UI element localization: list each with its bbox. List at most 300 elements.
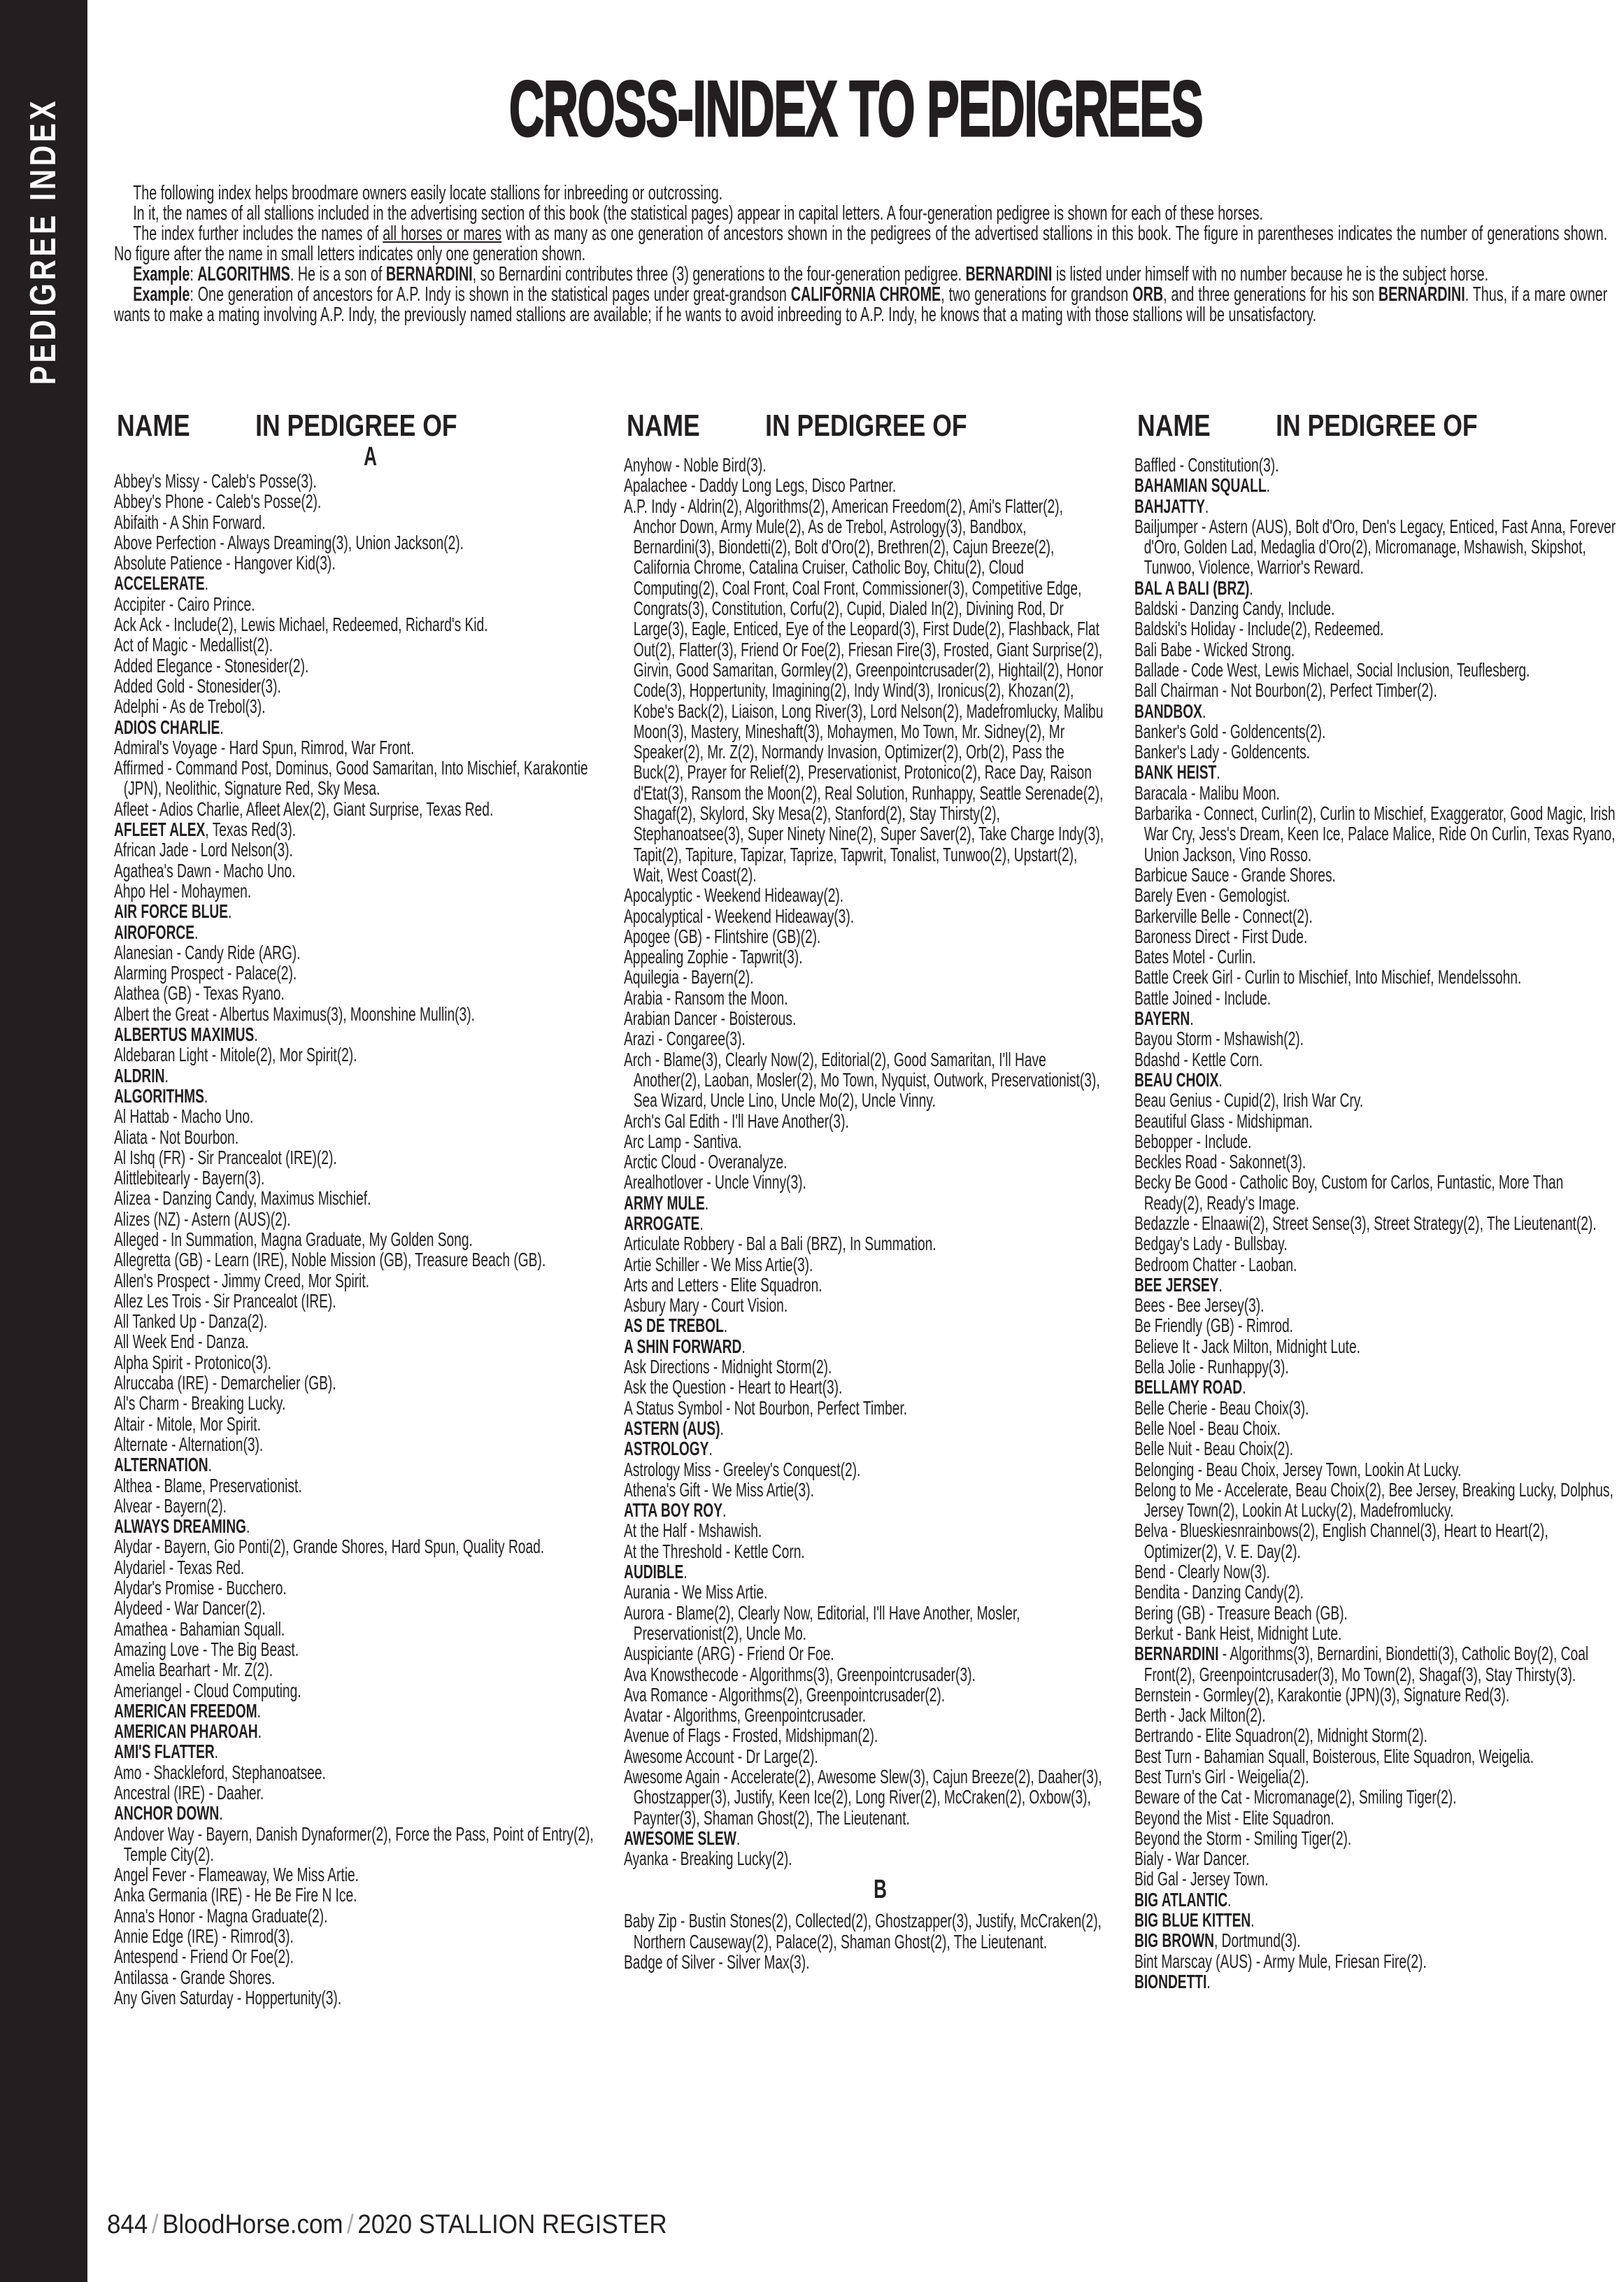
pedigree-references: - The Big Beast. xyxy=(199,1638,299,1660)
pedigree-references: - Bank Heist, Midnight Lute. xyxy=(1173,1622,1342,1644)
horse-name: Arch xyxy=(624,1048,652,1070)
pedigree-references: . xyxy=(254,1023,258,1046)
horse-name: Ball Chairman xyxy=(1134,679,1219,702)
pedigree-references: , Dortmund(3). xyxy=(1214,1929,1301,1952)
index-entry xyxy=(624,1111,1108,1131)
pedigree-references: - Micromanage(2), Smiling Tiger(2). xyxy=(1241,1786,1457,1808)
pedigree-references: - Army Mule, Friesan Fire(2). xyxy=(1252,1950,1427,1972)
horse-name: Added Gold xyxy=(114,674,185,697)
pedigree-references: - Algorithms(2), Greenpointcrusader(2). xyxy=(708,1683,946,1706)
index-entry xyxy=(1134,1398,1618,1418)
index-entry xyxy=(114,1701,598,1721)
index-entry xyxy=(114,696,598,716)
index-entry xyxy=(114,532,598,553)
index-entry xyxy=(1134,1869,1618,1889)
stallion-name: AUDIBLE xyxy=(624,1561,684,1583)
pedigree-references: . xyxy=(204,572,208,595)
index-entry xyxy=(114,1536,598,1557)
index-entry xyxy=(1134,1685,1618,1705)
index-entry xyxy=(624,1725,1108,1745)
pedigree-references: - Bullsbay. xyxy=(1222,1233,1288,1255)
index-entry xyxy=(1134,1336,1618,1356)
index-entry xyxy=(114,1414,598,1434)
pedigree-references: - Mitole, Mor Spirit. xyxy=(144,1412,261,1435)
horse-name: Abbey's Phone xyxy=(114,490,204,513)
stallion-name: ARMY MULE xyxy=(624,1191,705,1214)
index-entry xyxy=(1134,618,1618,639)
index-entry xyxy=(1134,1233,1618,1254)
index-entry xyxy=(114,1291,598,1311)
horse-name: Belle Noel xyxy=(1134,1417,1196,1439)
pedigree-references: - Bayern, Gio Ponti(2), Grande Shores, Hard Spun, Quality Road. xyxy=(152,1536,545,1558)
horse-name: Alleged xyxy=(114,1228,159,1250)
horse-name: Beau Genius xyxy=(1134,1089,1212,1112)
index-entry xyxy=(1134,660,1618,680)
pedigree-references: - Include(2), Lewis Michael, Redeemed, Richard's Kid. xyxy=(162,614,488,636)
entry-list xyxy=(624,455,1108,1869)
horse-name: Amelia Bearhart xyxy=(114,1659,211,1681)
pedigree-references: . xyxy=(683,1561,688,1583)
header-in-pedigree-of: IN PEDIGREE OF xyxy=(255,409,457,443)
footer-separator: / xyxy=(151,2210,159,2239)
index-entry xyxy=(114,491,598,511)
pedigree-references: - Grande Shores. xyxy=(1229,863,1336,886)
index-entry xyxy=(1134,1971,1618,1992)
index-entry xyxy=(114,1270,598,1291)
stallion-name: ALTERNATION xyxy=(114,1454,208,1476)
index-entry xyxy=(1134,1459,1618,1480)
index-entry xyxy=(114,1557,598,1578)
stallion-name: ALGORITHMS xyxy=(114,1084,204,1107)
pedigree-references: - Shackleford, Stephanoatsee. xyxy=(141,1761,326,1783)
page-number: 844 xyxy=(107,2210,148,2239)
pedigree-references: - Curlin to Mischief, Into Mischief, Mendelssohn. xyxy=(1232,966,1522,988)
horse-name: Ask Directions xyxy=(624,1356,710,1378)
index-entry xyxy=(114,1188,598,1208)
pedigree-references: - Elite Squadron(2), Midnight Storm(2). xyxy=(1193,1724,1427,1747)
pedigree-references: - Stonesider(2). xyxy=(212,654,309,676)
horse-name: Arealhotlover xyxy=(624,1171,704,1193)
index-entry xyxy=(1134,803,1618,865)
footer-publication: 2020 STALLION REGISTER xyxy=(357,2210,667,2239)
pedigree-references: . xyxy=(1202,700,1206,722)
pedigree-references: - Jack Milton(2). xyxy=(1166,1704,1266,1727)
index-entry xyxy=(114,1516,598,1536)
index-entry xyxy=(1134,1151,1618,1172)
horse-name: Alathea (GB) xyxy=(114,982,192,1005)
horse-name: Apocalyptical xyxy=(624,905,704,927)
horse-name: Alydar's Promise xyxy=(114,1577,215,1599)
pedigree-references: - Bayern(2). xyxy=(152,1494,227,1517)
side-tab-label: PEDIGREE INDEX xyxy=(23,97,64,385)
pedigree-references: - We Miss Artie. xyxy=(670,1581,768,1603)
horse-name: Angel Fever xyxy=(114,1864,187,1886)
horse-name: Belle Cherie xyxy=(1134,1396,1208,1419)
pedigree-references: . xyxy=(708,1438,713,1460)
index-entry xyxy=(624,1848,1108,1869)
horse-name: Baby Zip xyxy=(624,1910,677,1932)
horse-name: Best Turn xyxy=(1134,1745,1192,1767)
page-footer xyxy=(107,2211,667,2239)
pedigree-references: - Catholic Boy, Custom for Carlos, Funtastic, More Than Ready(2), Ready's Image. xyxy=(1144,1171,1564,1214)
index-entry xyxy=(624,1008,1108,1028)
pedigree-references: - Beau Choix, Jersey Town, Lookin At Lucky. xyxy=(1194,1458,1462,1480)
horse-name: Belva xyxy=(1134,1519,1168,1542)
pedigree-references: - Accelerate(2), Awesome Slew(3), Cajun Breeze(2), Daaher(3), Ghostzapper(3), Justify, Keen Ice(2), Long River(2), McCraken(2), Oxbow(3), Paynter(3), Shaman Ghost(2), The Lieutenant. xyxy=(633,1766,1102,1829)
pedigree-references: - Connect, Curlin(2), Curlin to Mischief, Exaggerator, Good Magic, Irish War Cry, Jess's Dream, Keen Ice, Palace Malice, Ride On Curlin, Texas Ryano, Union Jackson, Vino Rosso. xyxy=(1144,802,1616,865)
index-entry xyxy=(1134,1028,1618,1049)
intro-text xyxy=(114,183,1607,325)
pedigree-references: - Congaree(3). xyxy=(654,1028,746,1050)
stallion-name: BAL A BALI (BRZ) xyxy=(1134,576,1250,599)
index-entry xyxy=(114,881,598,901)
stallion-name: AS DE TREBOL xyxy=(624,1314,724,1337)
index-entry xyxy=(1134,1520,1618,1561)
horse-name: Ahpo Hel xyxy=(114,879,169,902)
index-entry xyxy=(624,988,1108,1008)
index-entry xyxy=(114,1496,598,1516)
pedigree-references: - Tapwrit(3). xyxy=(728,946,803,968)
horse-name: Amazing Love xyxy=(114,1638,199,1660)
index-entry xyxy=(114,594,598,614)
index-entry xyxy=(1134,1930,1618,1950)
index-entry xyxy=(114,1680,598,1701)
index-entry xyxy=(1134,1356,1618,1377)
pedigree-references: - Sir Prancealot (IRE)(2). xyxy=(185,1146,337,1168)
horse-name: Antespend xyxy=(114,1946,178,1968)
intro-example-1: Example: ALGORITHMS. He is a son of BERNARDINI, so Bernardini contributes three (3) generations to the four-generation pedigree. BERNARDINI is listed under himself with no number because he is the subject horse. xyxy=(133,263,1489,285)
index-entry xyxy=(1134,1008,1618,1028)
pedigree-references: - Greeley's Conquest(2). xyxy=(711,1458,861,1480)
index-entry xyxy=(1134,1049,1618,1070)
pedigree-references: - Macho Uno. xyxy=(211,859,296,881)
stallion-name: ACCELERATE xyxy=(114,572,205,595)
stallion-name: ALDRIN xyxy=(114,1064,165,1086)
horse-name: Ask the Question xyxy=(624,1376,727,1398)
index-entry xyxy=(1134,639,1618,660)
pedigree-references: . xyxy=(1216,761,1220,784)
horse-name: Agathea's Dawn xyxy=(114,859,212,881)
index-entry xyxy=(1134,1808,1618,1828)
pedigree-references: - Command Post, Dominus, Good Samaritan, Into Mischief, Karakontie (JPN), Neolithic, Signature Red, Sky Mesa. xyxy=(123,757,588,800)
pedigree-references: . xyxy=(245,1515,250,1538)
index-entry xyxy=(114,1168,598,1188)
horse-name: Al Ishq (FR) xyxy=(114,1146,186,1168)
index-entry xyxy=(624,926,1108,947)
pedigree-references: . xyxy=(208,1454,212,1476)
horse-name: Bees xyxy=(1134,1294,1165,1317)
pedigree-references: - Demarchelier (GB). xyxy=(208,1372,336,1394)
pedigree-references: - Midnight Storm(2). xyxy=(709,1356,832,1378)
pedigree-references: - He Be Fire N Ice. xyxy=(242,1884,357,1906)
horse-name: Alpha Spirit xyxy=(114,1351,183,1373)
footer-separator: / xyxy=(347,2210,354,2239)
index-entry xyxy=(624,1911,1108,1952)
pedigree-references: - Runhappy(3). xyxy=(1195,1356,1289,1378)
horse-name: Battle Creek Girl xyxy=(1134,966,1233,988)
index-entry xyxy=(1134,1603,1618,1623)
pedigree-references: - Curlin. xyxy=(1205,946,1256,968)
entry-list-b xyxy=(624,1911,1108,1972)
index-entry xyxy=(1134,1910,1618,1930)
index-entry xyxy=(1134,1766,1618,1787)
pedigree-references: - Not Bourbon(2), Perfect Timber(2). xyxy=(1218,679,1437,702)
pedigree-references: - We Miss Artie(3). xyxy=(699,1253,813,1275)
horse-name: Arc Lamp xyxy=(624,1130,682,1152)
pedigree-references: - Palace(2). xyxy=(223,962,297,984)
intro-paragraph-1: The following index helps broodmare owners easily locate stallions for inbreeding or outcrossing. xyxy=(133,182,723,204)
pedigree-references: - Lord Nelson(3). xyxy=(188,839,293,861)
index-entry xyxy=(1134,721,1618,742)
pedigree-references: - Smiling Tiger(2). xyxy=(1241,1827,1352,1849)
pedigree-references: . xyxy=(194,921,199,943)
stallion-name: BIG BLUE KITTEN xyxy=(1134,1909,1251,1932)
pedigree-references: - As de Trebol(3). xyxy=(158,695,266,718)
pedigree-references: , Texas Red(3). xyxy=(205,818,297,841)
horse-name: All Tanked Up xyxy=(114,1310,197,1333)
pedigree-references: - Learn (IRE), Noble Mission (GB), Treasure Beach (GB). xyxy=(202,1249,546,1271)
index-entry xyxy=(1134,1090,1618,1110)
horse-name: Bebopper xyxy=(1134,1130,1193,1152)
index-entry xyxy=(1134,1213,1618,1233)
pedigree-references: - Constitution(3). xyxy=(1176,454,1279,476)
index-entry xyxy=(624,1254,1108,1275)
pedigree-references: . xyxy=(1190,1007,1194,1030)
stallion-name: ALBERTUS MAXIMUS xyxy=(114,1023,255,1046)
stallion-name: AMERICAN PHAROAH xyxy=(114,1720,258,1743)
index-entry xyxy=(624,1438,1108,1459)
index-entry xyxy=(624,1520,1108,1540)
pedigree-references: - Frosted, Midshipman(2). xyxy=(720,1724,878,1747)
index-entry xyxy=(114,1824,598,1865)
horse-name: Badge of Silver xyxy=(624,1951,715,1973)
stallion-name: BELLAMY ROAD xyxy=(1134,1376,1243,1398)
pedigree-references: - Texas Red. xyxy=(165,1556,245,1578)
pedigree-references: - Not Bourbon. xyxy=(147,1126,239,1148)
horse-name: Adelphi xyxy=(114,695,159,718)
index-entry xyxy=(624,1603,1108,1644)
entry-list xyxy=(1134,455,1618,1992)
pedigree-references: - Beau Choix(2). xyxy=(1192,1438,1294,1460)
pedigree-references: - Aldrin(2), Algorithms(2), American Freedom(2), Ami's Flatter(2), Anchor Down, Army Mule(2), As de Trebol, Astrology(3), Bandbox, Bernardini(3), Biondetti(2), Bolt d'Oro(2), Brethren(2), Cajun Breeze(2), California Chrome, Catalina Cruiser, Catholic Boy, Chitu(2), Cloud Computing(2), Coal Front, Coal Front, Commissioner(3), Competitive Edge, Congrats(3), Constitution, Corfu(2), Cupid, Dialed In(2), Divining Rod, Dr Large(3), Eagle, Enticed, Eye of the Leopard(3), First Dude(2), Flashback, Flat Out(2), Flatter(3), Friend Or Foe(2), Friesan Fire(3), Frosted, Giant Surprise(2), Girvin, Good Samaritan, Gormley(2), Greenpointcrusader(2), Hightail(2), Honor Code(3), Hoppertunity, Imagining(2), Indy Wind(3), Ironicus(2), Khozan(2), Kobe's Back(2), Liaison, Long River(3), Lord Nelson(2), Madefromlucky, Malibu Moon(3), Mastery, Mineshaft(3), Mohaymen, Mo Town, Mr. Sidney(2), Mr Speaker(2), Mr. Z(2), Normandy Invasion, Optimizer(2), Orb(2), Pass the Buck(2), Prayer for Relief(2), Preservationist, Protonico(2), Race Day, Raison d'Etat(3), Ransom the Moon(2), Real Solution, Runhappy, Seattle Serenade(2), Shagaf(2), Skylord, Sky Mesa(2), Stanford(2), Stay Thirsty(2), Stephanoatsee(3), Super Ninety Nine(2), Super Saver(2), Take Charge Indy(3), Tapit(2), Tapiture, Tapizar, Taprize, Tapwrit, Tonalist, Tunwoo(2), Upstart(2), Wait, West Coast(2). xyxy=(633,495,1104,886)
index-column-1 xyxy=(114,409,598,2008)
horse-name: Arts and Letters xyxy=(624,1273,719,1296)
pedigree-references: - Gormley(2), Karakontie (JPN)(3), Signature Red(3). xyxy=(1191,1683,1510,1706)
header-name: NAME xyxy=(1137,409,1211,443)
horse-name: Best Turn's Girl xyxy=(1134,1766,1226,1787)
pedigree-references: . xyxy=(257,1720,262,1743)
index-entry xyxy=(1134,1438,1618,1459)
index-entry xyxy=(114,860,598,881)
horse-name: Alittlebitearly xyxy=(114,1167,190,1189)
stallion-name: ASTERN (AUS) xyxy=(624,1417,720,1439)
pedigree-references: - Mr. Z(2). xyxy=(210,1659,273,1681)
index-entry xyxy=(1134,988,1618,1008)
pedigree-references: - Mshawish(2). xyxy=(1211,1028,1304,1050)
index-entry xyxy=(114,1147,598,1168)
horse-name: Accipiter xyxy=(114,593,166,615)
horse-name: Baldski xyxy=(1134,597,1178,620)
horse-name: Awesome Account xyxy=(624,1745,734,1767)
pedigree-references: . xyxy=(699,1212,704,1234)
pedigree-references: . xyxy=(704,1191,709,1214)
horse-name: Barbicue Sauce xyxy=(1134,863,1230,886)
pedigree-references: - Mohaymen. xyxy=(169,879,252,902)
pedigree-references: - Include(2), Redeemed. xyxy=(1235,618,1384,640)
horse-name: Beckles Road xyxy=(1134,1151,1218,1173)
horse-name: Alarming Prospect xyxy=(114,962,224,984)
horse-name: Apalachee xyxy=(624,474,688,497)
horse-name: Apogee (GB) xyxy=(624,925,702,947)
index-entry xyxy=(114,737,598,758)
pedigree-references: . xyxy=(1227,1888,1232,1911)
horse-name: Bid Gal xyxy=(1134,1868,1178,1890)
index-entry xyxy=(624,1459,1108,1480)
horse-name: Auspiciante (ARG) xyxy=(624,1643,735,1665)
horse-name: Antilassa xyxy=(114,1966,169,1988)
index-entry xyxy=(624,885,1108,905)
pedigree-references: - Caleb's Posse(2). xyxy=(204,490,322,513)
index-entry xyxy=(114,1127,598,1147)
index-entry xyxy=(624,967,1108,987)
index-entry xyxy=(1134,1746,1618,1766)
horse-name: Belonging xyxy=(1134,1458,1195,1480)
horse-name: Admiral's Voyage xyxy=(114,736,218,758)
pedigree-references: - Blame(2), Clearly Now, Editorial, I'll Have Another, Mosler, Preservationist(2), Uncle Mo. xyxy=(633,1601,1020,1644)
horse-name: Anka Germania (IRE) xyxy=(114,1884,243,1906)
index-entry xyxy=(114,635,598,655)
horse-name: Beautiful Glass xyxy=(1134,1110,1225,1132)
column-header xyxy=(114,409,685,443)
pedigree-references: - Always Dreaming(3), Union Jackson(2). xyxy=(216,531,464,553)
horse-name: Berkut xyxy=(1134,1622,1174,1644)
pedigree-references: - Bayern(2). xyxy=(678,966,754,988)
index-entry xyxy=(624,1561,1108,1582)
stallion-name: ASTROLOGY xyxy=(624,1438,709,1460)
pedigree-references: - Laoban. xyxy=(1237,1253,1297,1275)
index-entry xyxy=(114,1926,598,1946)
index-entry xyxy=(114,922,598,942)
index-entry xyxy=(1134,516,1618,578)
pedigree-references: - Albertus Maximus(3), Moonshine Mullin(3). xyxy=(208,1002,475,1025)
pedigree-references: - Weekend Hideaway(3). xyxy=(703,905,855,927)
index-entry xyxy=(114,1783,598,1803)
stallion-name: BAHJATTY xyxy=(1134,495,1205,517)
section-letter-b: B xyxy=(874,1875,887,1905)
pedigree-references: - Jersey Town. xyxy=(1178,1868,1269,1890)
index-entry xyxy=(624,1336,1108,1356)
index-entry xyxy=(114,1741,598,1762)
emphasis-underline: all horses or mares xyxy=(383,222,502,245)
index-entry xyxy=(114,553,598,573)
pedigree-references: - Breaking Lucky. xyxy=(179,1392,286,1415)
index-entry xyxy=(624,1664,1108,1685)
horse-name: Ava Knowsthecode xyxy=(624,1663,739,1685)
index-entry xyxy=(1134,742,1618,762)
intro-example-2: Example: One generation of ancestors for A.P. Indy is shown in the statistical pages under great-grandson CALIFORNIA CHROME, two generations for grandson ORB, and three generations for his son BERNARDINI. Thus, if a mare owner wants to make a mating involving A.P. Indy, the previously named stallions are available; if he wants to avoid inbreeding to A.P. Indy, he knows that a mating with those stallions will be unsatisfactory. xyxy=(114,283,1608,326)
horse-name: Astrology Miss xyxy=(624,1458,711,1480)
pedigree-references: - Ransom the Moon. xyxy=(662,986,788,1009)
index-entry xyxy=(114,1967,598,1987)
index-entry xyxy=(1134,598,1618,618)
index-entry xyxy=(624,1746,1108,1766)
index-entry xyxy=(114,1229,598,1249)
horse-name: Alanesian xyxy=(114,941,173,963)
horse-name: Ayanka xyxy=(624,1848,669,1870)
pedigree-references: - Gemologist. xyxy=(1206,884,1290,907)
index-entry xyxy=(1134,967,1618,987)
pedigree-references: . xyxy=(220,716,224,738)
index-entry xyxy=(624,1028,1108,1049)
horse-name: Bedazzle xyxy=(1134,1212,1190,1234)
stallion-name: ATTA BOY ROY xyxy=(624,1499,723,1522)
horse-name: Arabian Dancer xyxy=(624,1007,718,1030)
pedigree-references: - Kettle Corn. xyxy=(1180,1048,1263,1070)
index-entry xyxy=(114,901,598,921)
pedigree-references: - Kettle Corn. xyxy=(722,1540,805,1562)
index-entry xyxy=(624,1172,1108,1192)
pedigree-references: - Bustin Stones(2), Collected(2), Ghostzapper(3), Justify, McCraken(2), Northern Causeway(2), Palace(2), Shaman Ghost(2), The Lieutenant. xyxy=(633,1910,1102,1953)
horse-name: Believe It xyxy=(1134,1335,1190,1357)
pedigree-references: - Mitole(2), Mor Spirit(2). xyxy=(208,1044,357,1066)
column-header xyxy=(1134,409,1624,443)
index-entry xyxy=(114,1987,598,2008)
horse-name: Appealing Zophie xyxy=(624,946,729,968)
horse-name: Baracala xyxy=(1134,781,1188,804)
pedigree-references: - Mshawish. xyxy=(686,1519,762,1542)
horse-name: Bedgay's Lady xyxy=(1134,1233,1223,1255)
index-entry xyxy=(114,942,598,963)
section-side-tab xyxy=(0,0,87,2282)
index-entry xyxy=(624,1233,1108,1254)
horse-name: Bayou Storm xyxy=(1134,1028,1212,1050)
horse-name: Articulate Robbery xyxy=(624,1233,734,1255)
pedigree-references: - Daddy Long Legs, Disco Partner. xyxy=(687,474,897,497)
stallion-name: BAYERN xyxy=(1134,1007,1190,1030)
pedigree-references: - Alternation(3). xyxy=(167,1433,264,1455)
pedigree-references: - Protonico(3). xyxy=(183,1351,271,1373)
pedigree-references: - Blueskiesnrainbows(2), English Channel(3), Heart to Heart(2), Optimizer(2), V. E. Day(2). xyxy=(1144,1519,1548,1562)
index-entry xyxy=(1134,1418,1618,1438)
pedigree-references: - Jimmy Creed, Mor Spirit. xyxy=(209,1269,369,1291)
index-entry xyxy=(624,1705,1108,1725)
index-entry xyxy=(114,512,598,532)
pedigree-references: - Texas Ryano. xyxy=(191,982,285,1005)
pedigree-references: . xyxy=(257,1699,261,1722)
index-entry xyxy=(114,1434,598,1454)
stallion-name: BIONDETTI xyxy=(1134,1970,1207,1992)
horse-name: Afleet xyxy=(114,798,149,820)
pedigree-references: - Dr Large(2). xyxy=(734,1745,818,1767)
index-entry xyxy=(114,1619,598,1639)
pedigree-references: - Goldencents. xyxy=(1218,741,1311,763)
horse-name: Bertrando xyxy=(1134,1724,1194,1747)
index-entry xyxy=(1134,1705,1618,1725)
pedigree-references: - Hoppertunity(3). xyxy=(233,1986,342,2008)
stallion-name: BIG ATLANTIC xyxy=(1134,1888,1228,1911)
stallion-name: AIR FORCE BLUE xyxy=(114,900,229,923)
index-entry xyxy=(624,1418,1108,1438)
horse-name: Bdashd xyxy=(1134,1048,1181,1070)
horse-name: Barbarika xyxy=(1134,802,1192,825)
pedigree-references: - Heart to Heart(3). xyxy=(726,1376,843,1398)
index-entry xyxy=(1134,1111,1618,1131)
pedigree-references: . xyxy=(1218,1273,1223,1296)
footer-site-link[interactable]: BloodHorse.com xyxy=(162,2210,343,2239)
pedigree-references: - Elite Squadron. xyxy=(1230,1806,1334,1829)
horse-name: Ava Romance xyxy=(624,1683,708,1706)
pedigree-references: - Friend Or Foe(2). xyxy=(178,1946,294,1968)
